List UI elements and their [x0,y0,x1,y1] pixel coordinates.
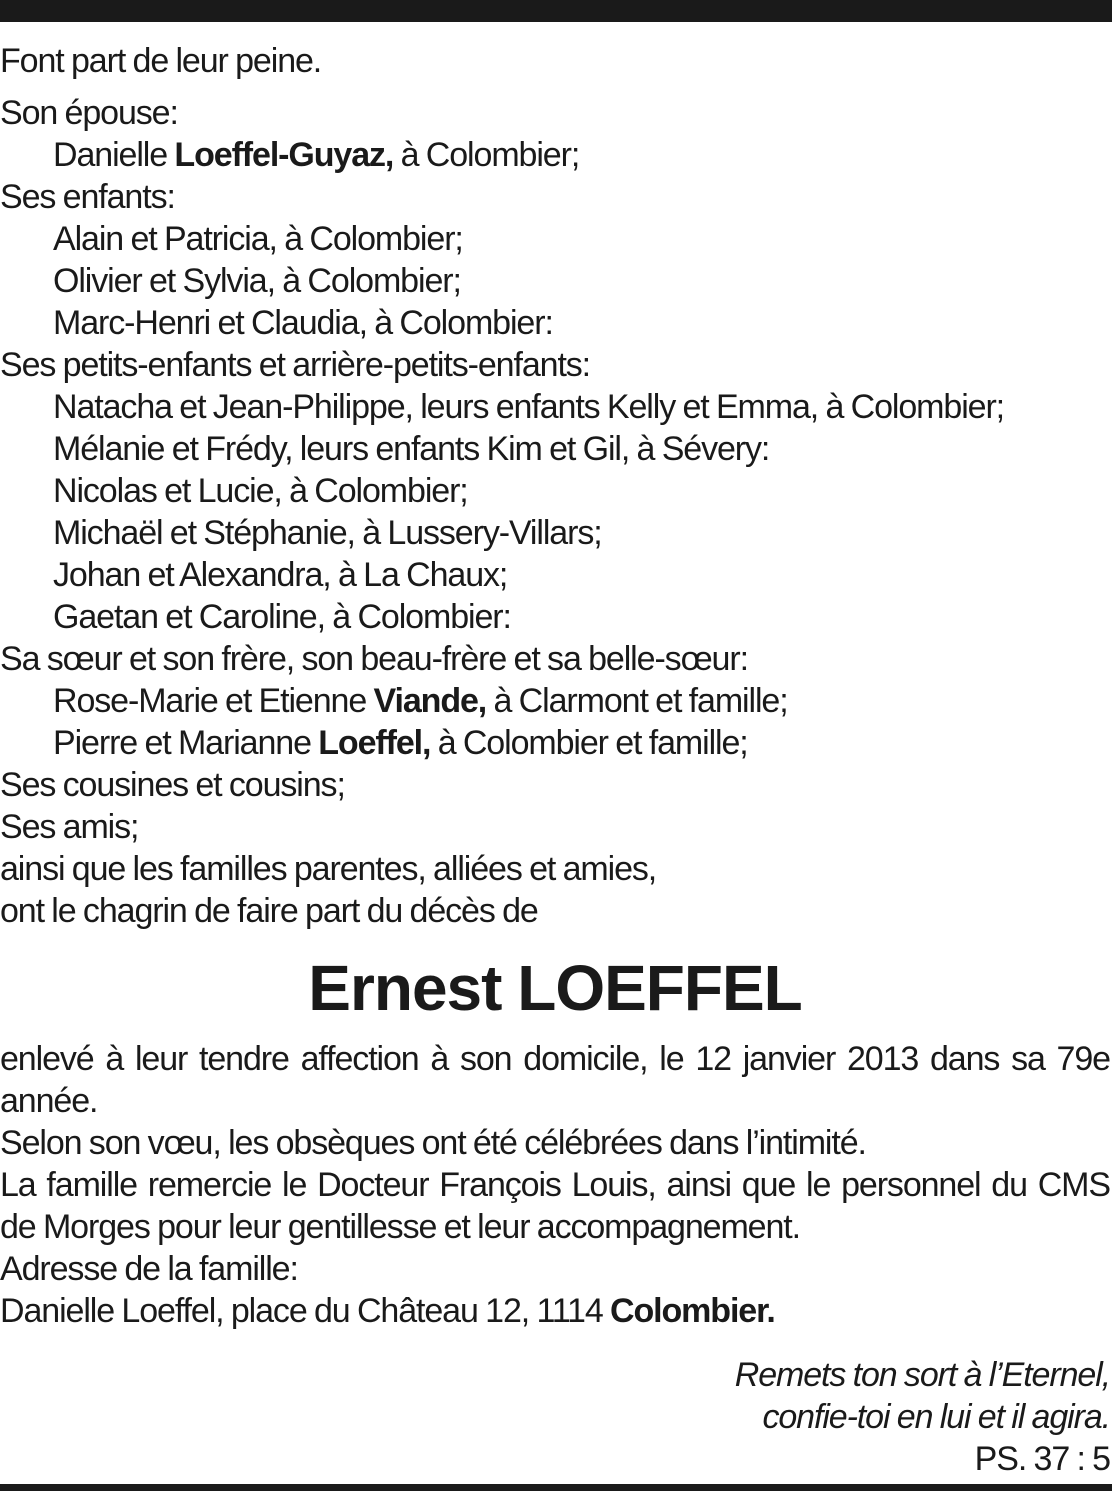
grandchild-line: Michaël et Stéphanie, à Lussery-Villars; [53,514,602,552]
sibling-location: à Colombier et famille; [437,724,748,762]
sibling-last-name: Viande, [373,682,487,720]
spouse-heading: Son épouse: [0,94,178,132]
grandchild-line: Mélanie et Frédy, leurs enfants Kim et Gil, à Sévery: [53,430,770,468]
cousins-line: Ses cousines et cousins; [0,766,345,804]
sibling-line [0,680,1110,722]
passing-text: enlevé à leur tendre affection à son domicile, le 12 janvier 2013 dans sa 79e année. [0,1040,1110,1120]
thanks-text: La famille remercie le Docteur François Louis, ainsi que le personnel du CMS de Morges pour leur gentillesse et leur accompagnement. [0,1166,1110,1246]
spouse-location: à Colombier; [400,136,580,174]
address-line [0,1290,1110,1332]
deceased-name: Ernest LOEFFEL [308,952,802,1024]
child-line: Alain et Patricia, à Colombier; [53,220,463,258]
grandchild-line: Natacha et Jean-Philippe, leurs enfants Kelly et Emma, à Colombier; [53,388,1005,426]
sibling-first-names: Rose-Marie et Etienne [53,682,367,720]
obituary-notice [0,40,1110,1480]
announce-line: ont le chagrin de faire part du décès de [0,892,538,930]
sibling-last-name: Loeffel, [318,724,431,762]
verse-line: Remets ton sort à l’Eternel, [734,1356,1110,1394]
friends-line: Ses amis; [0,808,139,846]
grandchildren-heading: Ses petits-enfants et arrière-petits-enfants: [0,346,591,384]
verse-block [0,1354,1110,1480]
funeral-wish-text: Selon son vœu, les obsèques ont été célébrées dans l’intimité. [0,1124,866,1162]
verse-line: confie-toi en lui et il agira. [762,1398,1110,1436]
address-street: Danielle Loeffel, place du Château 12, 1114 [0,1292,603,1330]
child-line: Marc-Henri et Claudia, à Colombier: [53,304,553,342]
spouse-line [0,134,1110,176]
address-heading: Adresse de la famille: [0,1250,298,1288]
siblings-heading: Sa sœur et son frère, son beau-frère et sa belle-sœur: [0,640,748,678]
grandchild-line: Johan et Alexandra, à La Chaux; [53,556,508,594]
sibling-first-names: Pierre et Marianne [53,724,311,762]
intro-text: Font part de leur peine. [0,42,322,80]
grandchild-line: Gaetan et Caroline, à Colombier: [53,598,511,636]
child-line: Olivier et Sylvia, à Colombier; [53,262,461,300]
verse-reference: PS. 37 : 5 [974,1440,1110,1478]
top-rule [0,0,1112,22]
bottom-rule [0,1484,1112,1491]
spouse-last-name: Loeffel-Guyaz, [174,136,394,174]
spouse-first-name: Danielle [53,136,168,174]
sibling-line [0,722,1110,764]
sibling-location: à Clarmont et famille; [493,682,788,720]
children-heading: Ses enfants: [0,178,175,216]
address-city: Colombier. [610,1292,775,1330]
families-line: ainsi que les familles parentes, alliées et amies, [0,850,657,888]
grandchild-line: Nicolas et Lucie, à Colombier; [53,472,468,510]
